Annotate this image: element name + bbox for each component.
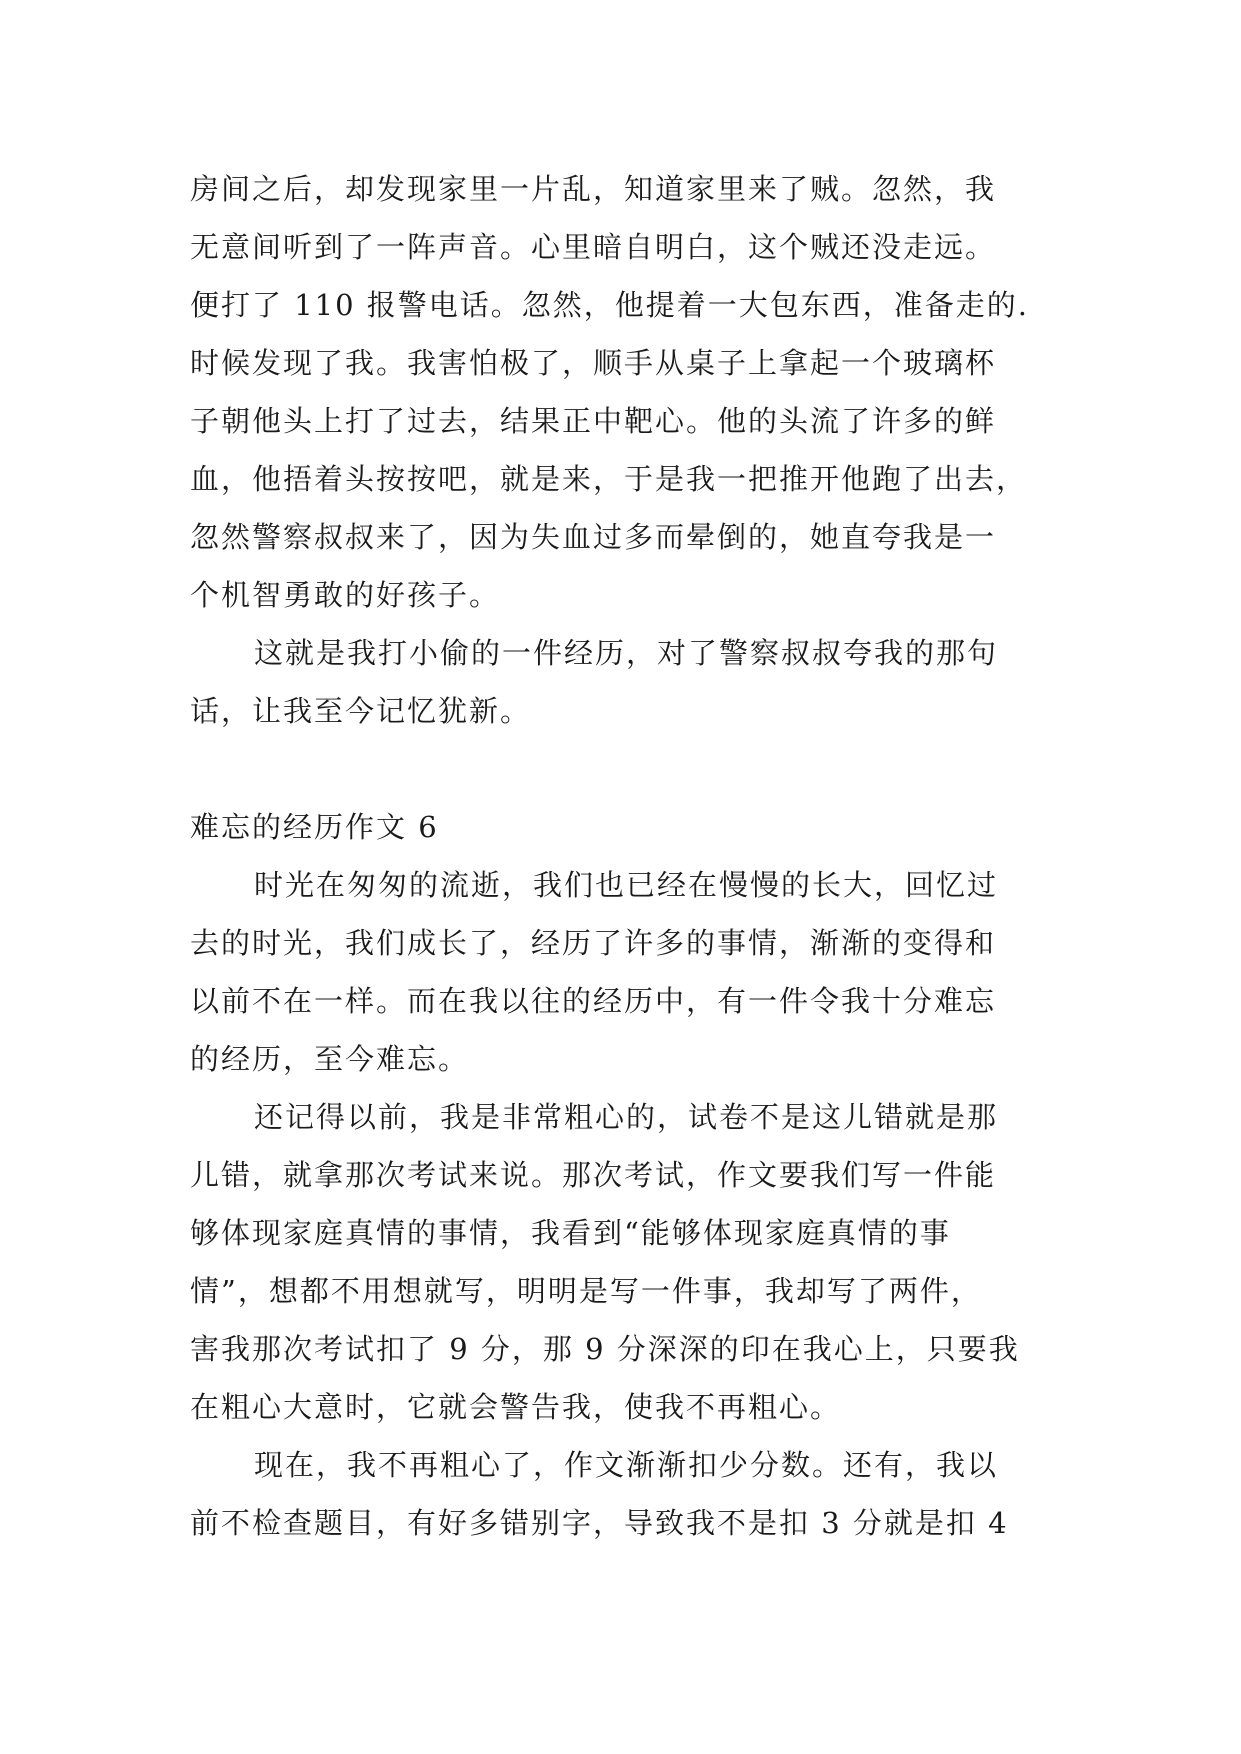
paragraph-line: 忽然警察叔叔来了，因为失血过多而晕倒的，她直夸我是一 bbox=[190, 520, 997, 554]
paragraph-line: 的经历，至今难忘。 bbox=[190, 1042, 470, 1076]
paragraph-line: 够体现家庭真情的事情，我看到“能够体现家庭真情的事 bbox=[190, 1216, 951, 1250]
paragraph-line: 房间之后，却发现家里一片乱，知道家里来了贼。忽然，我 bbox=[190, 172, 997, 206]
paragraph-line: 血，他捂着头按按吧，就是来，于是我一把推开他跑了出去， bbox=[190, 462, 1028, 496]
paragraph-line: 话，让我至今记忆犹新。 bbox=[190, 694, 532, 728]
paragraph-line: 还记得以前，我是非常粗心的，试卷不是这儿错就是那 bbox=[254, 1100, 999, 1134]
paragraph-line: 害我那次考试扣了 9 分，那 9 分深深的印在我心上，只要我 bbox=[190, 1332, 1020, 1366]
section-heading: 难忘的经历作文 6 bbox=[190, 810, 439, 844]
paragraph-line: 现在，我不再粗心了，作文渐渐扣少分数。还有，我以 bbox=[254, 1448, 999, 1482]
paragraph-line: 去的时光，我们成长了，经历了许多的事情，渐渐的变得和 bbox=[190, 926, 997, 960]
paragraph-line: 便打了 110 报警电话。忽然，他提着一大包东西，准备走的. bbox=[190, 288, 1030, 322]
paragraph-line: 情”，想都不用想就写，明明是写一件事，我却写了两件， bbox=[190, 1274, 982, 1308]
paragraph-line: 无意间听到了一阵声音。心里暗自明白，这个贼还没走远。 bbox=[190, 230, 997, 264]
paragraph-line: 时候发现了我。我害怕极了，顺手从桌子上拿起一个玻璃杯 bbox=[190, 346, 997, 380]
paragraph-line: 时光在匆匆的流逝，我们也已经在慢慢的长大，回忆过 bbox=[254, 868, 999, 902]
paragraph-line: 在粗心大意时，它就会警告我，使我不再粗心。 bbox=[190, 1390, 842, 1424]
paragraph-line: 个机智勇敢的好孩子。 bbox=[190, 578, 501, 612]
paragraph-line: 前不检查题目，有好多错别字，导致我不是扣 3 分就是扣 4 bbox=[190, 1506, 1009, 1540]
paragraph-line: 这就是我打小偷的一件经历，对了警察叔叔夸我的那句 bbox=[254, 636, 999, 670]
paragraph-line: 儿错，就拿那次考试来说。那次考试，作文要我们写一件能 bbox=[190, 1158, 997, 1192]
paragraph-line: 子朝他头上打了过去，结果正中靶心。他的头流了许多的鲜 bbox=[190, 404, 997, 438]
paragraph-line: 以前不在一样。而在我以往的经历中，有一件令我十分难忘 bbox=[190, 984, 997, 1018]
section-gap bbox=[190, 740, 1070, 798]
document-body bbox=[190, 160, 1070, 1552]
